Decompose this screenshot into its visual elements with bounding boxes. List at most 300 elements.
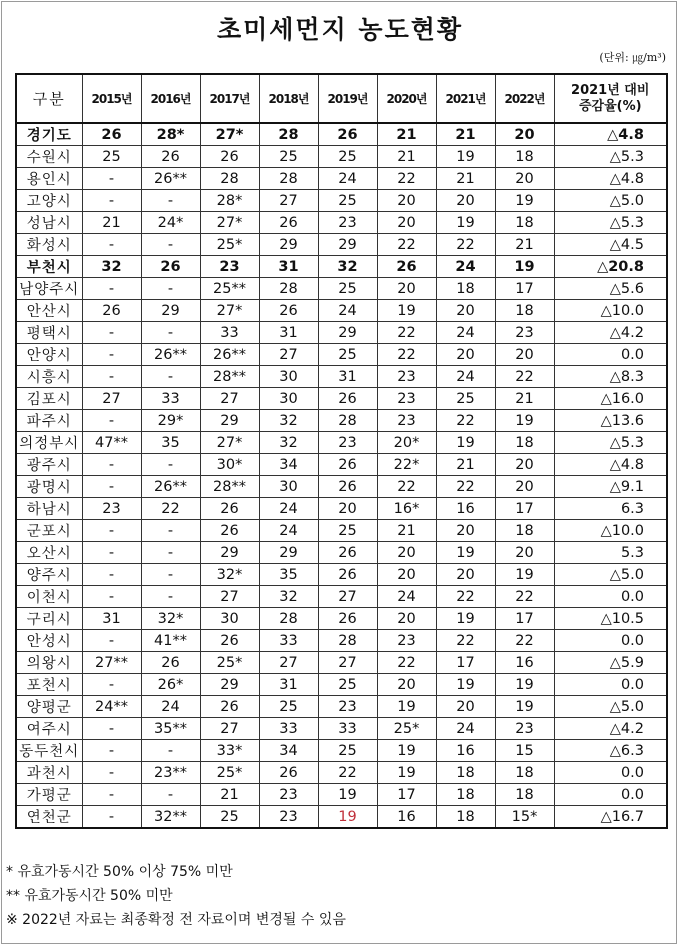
change-rate-cell: △4.5 [554, 234, 667, 256]
value-cell: 16 [436, 498, 495, 520]
value-cell: 26 [200, 630, 259, 652]
value-cell: 29 [259, 542, 318, 564]
value-cell: 16* [377, 498, 436, 520]
change-rate-cell: △5.0 [554, 190, 667, 212]
value-cell: 20 [436, 696, 495, 718]
value-cell: - [141, 322, 200, 344]
value-cell: - [82, 630, 141, 652]
value-cell: 18 [495, 300, 554, 322]
value-cell: 23 [318, 212, 377, 234]
table-row [16, 168, 667, 190]
value-cell: - [82, 762, 141, 784]
region-name-cell: 광주시 [16, 454, 82, 476]
value-cell: 26 [318, 542, 377, 564]
value-cell: 33 [259, 718, 318, 740]
table-row [16, 432, 667, 454]
table-row [16, 718, 667, 740]
value-cell: 35 [259, 564, 318, 586]
change-rate-cell: 0.0 [554, 784, 667, 806]
value-cell: 16 [377, 806, 436, 829]
change-rate-cell: △6.3 [554, 740, 667, 762]
value-cell: 19 [495, 256, 554, 278]
value-cell: 16 [495, 652, 554, 674]
value-cell: 28 [200, 168, 259, 190]
value-cell: 24 [259, 520, 318, 542]
value-cell: 28 [259, 278, 318, 300]
value-cell: 19 [377, 696, 436, 718]
value-cell: 27 [82, 388, 141, 410]
table-row [16, 498, 667, 520]
table-row [16, 784, 667, 806]
region-name-cell: 양주시 [16, 564, 82, 586]
value-cell: 25 [259, 696, 318, 718]
footnote: * 유효가동시간 50% 이상 75% 미만 [6, 864, 233, 880]
value-cell: 32 [259, 410, 318, 432]
value-cell: 19 [495, 564, 554, 586]
region-name-cell: 파주시 [16, 410, 82, 432]
value-cell: 25 [318, 278, 377, 300]
value-cell: 24 [318, 168, 377, 190]
value-cell: 26 [259, 212, 318, 234]
value-cell: 22 [377, 168, 436, 190]
value-cell: 22 [495, 630, 554, 652]
value-cell: 22 [377, 344, 436, 366]
value-cell: - [82, 784, 141, 806]
change-rate-cell: △5.3 [554, 146, 667, 168]
value-cell: 22 [318, 762, 377, 784]
table-row [16, 146, 667, 168]
table-row [16, 674, 667, 696]
region-name-cell: 동두천시 [16, 740, 82, 762]
value-cell: 19 [436, 608, 495, 630]
change-rate-cell: △4.2 [554, 718, 667, 740]
header-row [16, 74, 667, 123]
value-cell: 22 [141, 498, 200, 520]
value-cell: - [141, 586, 200, 608]
value-cell: 30 [259, 366, 318, 388]
value-cell: 27 [259, 190, 318, 212]
value-cell: 19 [495, 696, 554, 718]
value-cell: 26** [141, 168, 200, 190]
table-row [16, 586, 667, 608]
value-cell: 26 [141, 256, 200, 278]
region-name-cell: 평택시 [16, 322, 82, 344]
value-cell: 26 [200, 520, 259, 542]
value-cell: 22 [436, 476, 495, 498]
value-cell: 26 [318, 123, 377, 146]
value-cell: 30 [200, 608, 259, 630]
value-cell: 17 [377, 784, 436, 806]
region-name-cell: 포천시 [16, 674, 82, 696]
value-cell: - [82, 190, 141, 212]
value-cell: 21 [436, 454, 495, 476]
value-cell: - [82, 718, 141, 740]
region-name-cell: 성남시 [16, 212, 82, 234]
value-cell: - [141, 564, 200, 586]
value-cell: 28** [200, 476, 259, 498]
value-cell: 20 [377, 608, 436, 630]
value-cell: 26** [141, 476, 200, 498]
value-cell: 20 [436, 564, 495, 586]
value-cell: 33* [200, 740, 259, 762]
value-cell: 23 [377, 366, 436, 388]
value-cell: 22 [495, 586, 554, 608]
value-cell: 26 [318, 564, 377, 586]
value-cell: 26 [318, 476, 377, 498]
value-cell: - [141, 190, 200, 212]
table-row [16, 608, 667, 630]
value-cell: 29 [141, 300, 200, 322]
value-cell: - [82, 410, 141, 432]
value-cell: 26 [377, 256, 436, 278]
value-cell: 27* [200, 432, 259, 454]
value-cell: 20 [377, 674, 436, 696]
value-cell: 28* [200, 190, 259, 212]
value-cell: 25 [318, 674, 377, 696]
change-rate-cell: 0.0 [554, 674, 667, 696]
region-name-cell: 용인시 [16, 168, 82, 190]
value-cell: 22 [436, 410, 495, 432]
region-name-cell: 의정부시 [16, 432, 82, 454]
value-cell: 18 [436, 762, 495, 784]
value-cell: 22 [495, 366, 554, 388]
value-cell: 19 [495, 410, 554, 432]
value-cell: 24* [141, 212, 200, 234]
change-rate-cell: △4.2 [554, 322, 667, 344]
value-cell: 26 [318, 608, 377, 630]
value-cell: 21 [377, 520, 436, 542]
value-cell: 47** [82, 432, 141, 454]
value-cell: 21 [377, 146, 436, 168]
value-cell: 17 [436, 652, 495, 674]
table-row [16, 278, 667, 300]
value-cell: 26 [259, 762, 318, 784]
region-name-cell: 여주시 [16, 718, 82, 740]
value-cell: - [141, 234, 200, 256]
value-cell: 28 [259, 608, 318, 630]
value-cell: 41** [141, 630, 200, 652]
value-cell: 19 [436, 542, 495, 564]
value-cell: 28 [259, 168, 318, 190]
value-cell: 19 [495, 674, 554, 696]
value-cell: 27* [200, 212, 259, 234]
value-cell: - [82, 278, 141, 300]
value-cell: 18 [436, 806, 495, 829]
change-header-line2: 증감율(%) [578, 98, 642, 114]
value-cell: 20 [495, 476, 554, 498]
value-cell: 34 [259, 740, 318, 762]
value-cell: 33 [318, 718, 377, 740]
value-cell: 19 [318, 784, 377, 806]
value-cell: 18 [436, 278, 495, 300]
value-cell: 28* [141, 123, 200, 146]
table-row [16, 388, 667, 410]
value-cell: 25 [318, 344, 377, 366]
value-cell: 18 [495, 212, 554, 234]
value-cell: 26 [200, 146, 259, 168]
value-cell: 23 [377, 388, 436, 410]
change-rate-cell: △13.6 [554, 410, 667, 432]
region-name-cell: 고양시 [16, 190, 82, 212]
change-rate-cell: △10.5 [554, 608, 667, 630]
change-rate-cell: △16.7 [554, 806, 667, 829]
region-name-cell: 가평군 [16, 784, 82, 806]
value-cell: 29* [141, 410, 200, 432]
table-row [16, 366, 667, 388]
region-name-cell: 안산시 [16, 300, 82, 322]
value-cell: 32** [141, 806, 200, 829]
value-cell: 20 [436, 344, 495, 366]
value-cell: 29 [318, 322, 377, 344]
value-cell: 26** [141, 344, 200, 366]
value-cell: - [141, 740, 200, 762]
table-row [16, 762, 667, 784]
header-cell: 2020년 [377, 74, 436, 123]
value-cell: 20 [318, 498, 377, 520]
value-cell: 24 [436, 366, 495, 388]
change-rate-cell: △10.0 [554, 520, 667, 542]
table-row [16, 476, 667, 498]
value-cell: 21 [436, 123, 495, 146]
value-cell: 18 [495, 146, 554, 168]
value-cell: 35 [141, 432, 200, 454]
table-row [16, 234, 667, 256]
value-cell: 28 [318, 410, 377, 432]
page-title: 초미세먼지 농도현황 [216, 15, 464, 44]
value-cell: 22 [377, 322, 436, 344]
value-cell: 25 [318, 146, 377, 168]
region-name-cell: 이천시 [16, 586, 82, 608]
value-cell: 32 [318, 256, 377, 278]
value-cell: 32 [259, 432, 318, 454]
value-cell: 26** [200, 344, 259, 366]
value-cell: - [82, 542, 141, 564]
value-cell: 19 [318, 806, 377, 829]
value-cell: 24 [141, 696, 200, 718]
value-cell: 22 [436, 234, 495, 256]
value-cell: - [82, 806, 141, 829]
value-cell: 27** [82, 652, 141, 674]
value-cell: 24** [82, 696, 141, 718]
table-row [16, 322, 667, 344]
value-cell: 20 [495, 542, 554, 564]
value-cell: 27 [200, 388, 259, 410]
value-cell: 28 [318, 630, 377, 652]
value-cell: 26 [82, 123, 141, 146]
value-cell: 24 [436, 256, 495, 278]
table-row [16, 806, 667, 829]
value-cell: - [82, 564, 141, 586]
value-cell: 25* [377, 718, 436, 740]
value-cell: 27 [318, 586, 377, 608]
value-cell: 19 [436, 146, 495, 168]
value-cell: 20 [377, 542, 436, 564]
footnotes [6, 860, 346, 932]
value-cell: 25** [200, 278, 259, 300]
value-cell: 27 [259, 652, 318, 674]
change-rate-cell: △10.0 [554, 300, 667, 322]
value-cell: - [141, 366, 200, 388]
value-cell: - [82, 476, 141, 498]
header-cell: 2019년 [318, 74, 377, 123]
value-cell: 25 [318, 740, 377, 762]
value-cell: - [141, 520, 200, 542]
value-cell: 23 [377, 630, 436, 652]
table-row [16, 190, 667, 212]
value-cell: - [82, 586, 141, 608]
value-cell: 21 [436, 168, 495, 190]
value-cell: - [141, 542, 200, 564]
value-cell: 21 [82, 212, 141, 234]
value-cell: 26 [141, 652, 200, 674]
value-cell: 23 [318, 432, 377, 454]
value-cell: 26* [141, 674, 200, 696]
value-cell: 29 [200, 674, 259, 696]
value-cell: 32* [141, 608, 200, 630]
table-row [16, 410, 667, 432]
value-cell: 23 [200, 256, 259, 278]
value-cell: 29 [318, 234, 377, 256]
value-cell: 23 [495, 718, 554, 740]
region-name-cell: 김포시 [16, 388, 82, 410]
region-name-cell: 부천시 [16, 256, 82, 278]
value-cell: 22 [436, 630, 495, 652]
footnote: ** 유효가동시간 50% 미만 [6, 888, 173, 904]
value-cell: 18 [436, 784, 495, 806]
value-cell: 33 [259, 630, 318, 652]
value-cell: 22* [377, 454, 436, 476]
value-cell: 19 [436, 674, 495, 696]
value-cell: - [82, 520, 141, 542]
value-cell: 25 [82, 146, 141, 168]
value-cell: 20 [377, 278, 436, 300]
table-body [16, 123, 667, 828]
value-cell: 24 [259, 498, 318, 520]
value-cell: 19 [377, 300, 436, 322]
table-row [16, 630, 667, 652]
value-cell: 26 [200, 696, 259, 718]
value-cell: - [82, 322, 141, 344]
value-cell: 29 [259, 234, 318, 256]
value-cell: - [141, 454, 200, 476]
value-cell: 19 [436, 432, 495, 454]
value-cell: 18 [495, 762, 554, 784]
value-cell: 17 [495, 278, 554, 300]
value-cell: 24 [436, 718, 495, 740]
value-cell: 21 [200, 784, 259, 806]
value-cell: - [82, 366, 141, 388]
table-row [16, 740, 667, 762]
value-cell: 15 [495, 740, 554, 762]
value-cell: 20 [495, 454, 554, 476]
value-cell: 22 [377, 476, 436, 498]
value-cell: 21 [495, 234, 554, 256]
change-rate-cell: 6.3 [554, 498, 667, 520]
value-cell: 22 [377, 652, 436, 674]
table-row [16, 652, 667, 674]
change-rate-cell: △5.6 [554, 278, 667, 300]
region-name-cell: 양평군 [16, 696, 82, 718]
value-cell: 27 [200, 718, 259, 740]
table-row [16, 256, 667, 278]
value-cell: 19 [377, 740, 436, 762]
value-cell: 25 [318, 520, 377, 542]
value-cell: 26 [259, 300, 318, 322]
change-rate-cell: 0.0 [554, 630, 667, 652]
value-cell: 15* [495, 806, 554, 829]
value-cell: 32 [82, 256, 141, 278]
value-cell: 25* [200, 234, 259, 256]
value-cell: 30 [259, 476, 318, 498]
value-cell: 22 [436, 586, 495, 608]
value-cell: 18 [495, 520, 554, 542]
value-cell: 28 [259, 123, 318, 146]
region-name-cell: 군포시 [16, 520, 82, 542]
table-row [16, 542, 667, 564]
value-cell: - [82, 234, 141, 256]
value-cell: 33 [141, 388, 200, 410]
change-rate-cell: 0.0 [554, 586, 667, 608]
table-row [16, 454, 667, 476]
value-cell: 25 [436, 388, 495, 410]
change-header-cell [554, 74, 667, 123]
change-rate-cell: 0.0 [554, 762, 667, 784]
value-cell: 26 [200, 498, 259, 520]
value-cell: 24 [318, 300, 377, 322]
value-cell: 20 [436, 520, 495, 542]
value-cell: 25 [259, 146, 318, 168]
value-cell: 16 [436, 740, 495, 762]
region-name-cell: 수원시 [16, 146, 82, 168]
change-rate-cell: △4.8 [554, 454, 667, 476]
value-cell: 30* [200, 454, 259, 476]
region-name-cell: 안성시 [16, 630, 82, 652]
change-header-line1: 2021년 대비 [571, 82, 650, 98]
change-rate-cell: 5.3 [554, 542, 667, 564]
change-rate-cell: △20.8 [554, 256, 667, 278]
value-cell: 24 [377, 586, 436, 608]
header-cell: 구분 [16, 74, 82, 123]
change-rate-cell: △5.3 [554, 432, 667, 454]
value-cell: - [82, 740, 141, 762]
region-name-cell: 의왕시 [16, 652, 82, 674]
value-cell: 20 [495, 344, 554, 366]
change-rate-cell: △5.9 [554, 652, 667, 674]
value-cell: 23 [259, 784, 318, 806]
region-name-cell: 화성시 [16, 234, 82, 256]
footnote: ※ 2022년 자료는 최종확정 전 자료이며 변경될 수 있음 [6, 912, 346, 928]
value-cell: 23 [318, 696, 377, 718]
region-name-cell: 오산시 [16, 542, 82, 564]
value-cell: 17 [495, 608, 554, 630]
change-rate-cell: △4.8 [554, 123, 667, 146]
value-cell: 35** [141, 718, 200, 740]
change-rate-cell: △5.0 [554, 564, 667, 586]
value-cell: 23 [82, 498, 141, 520]
change-rate-cell: △5.0 [554, 696, 667, 718]
value-cell: 17 [495, 498, 554, 520]
value-cell: 32 [259, 586, 318, 608]
value-cell: 20 [495, 123, 554, 146]
value-cell: - [82, 168, 141, 190]
header-cell: 2018년 [259, 74, 318, 123]
value-cell: 19 [436, 212, 495, 234]
value-cell: 31 [259, 674, 318, 696]
table-row [16, 520, 667, 542]
value-cell: 25 [318, 190, 377, 212]
value-cell: 27 [259, 344, 318, 366]
value-cell: - [82, 674, 141, 696]
